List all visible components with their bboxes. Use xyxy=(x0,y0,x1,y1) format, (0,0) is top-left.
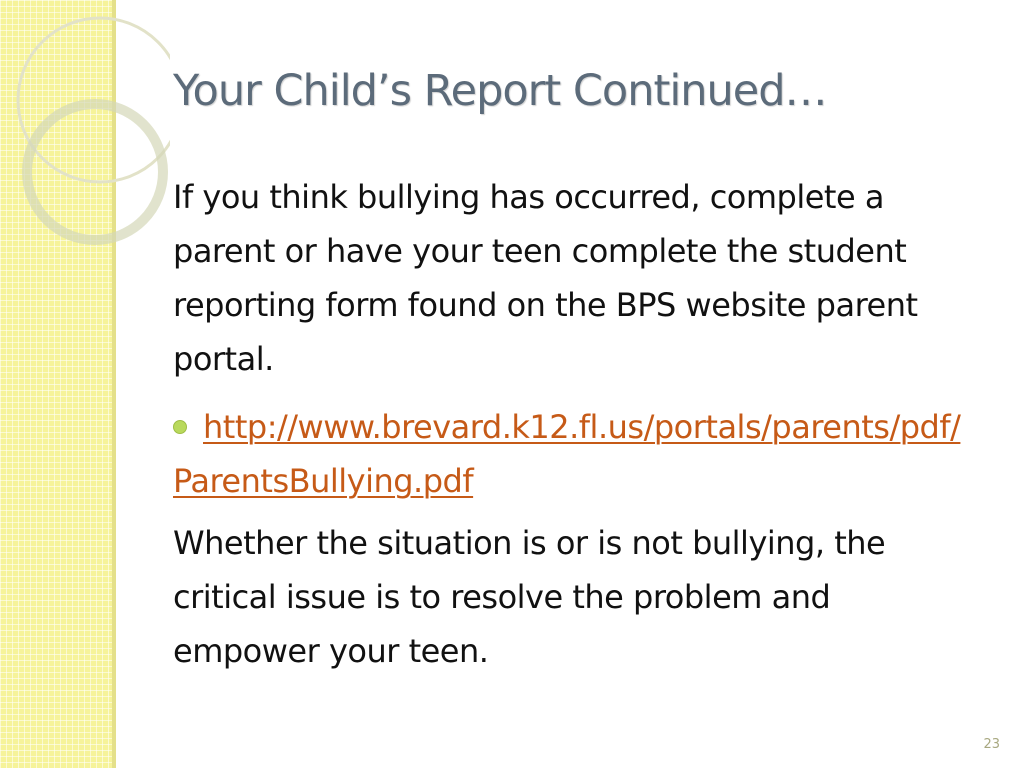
page-number: 23 xyxy=(983,737,1000,752)
bullet-item-link xyxy=(173,400,973,508)
decorative-circles xyxy=(0,0,170,260)
paragraph-resolution: Whether the situation is or is not bullying, the critical issue is to resolve the problem and empower your teen. xyxy=(173,524,886,670)
slide-title: Your Child’s Report Continued… xyxy=(173,66,827,116)
deco-circle-inner xyxy=(27,104,163,240)
paragraph-report-instructions: If you think bullying has occurred, complete a parent or have your teen complete the student reporting form found on the BPS website parent portal. xyxy=(173,178,918,378)
parents-bullying-pdf-link[interactable]: http://www.brevard.k12.fl.us/portals/parents/pdf/ParentsBullying.pdf xyxy=(173,408,961,500)
